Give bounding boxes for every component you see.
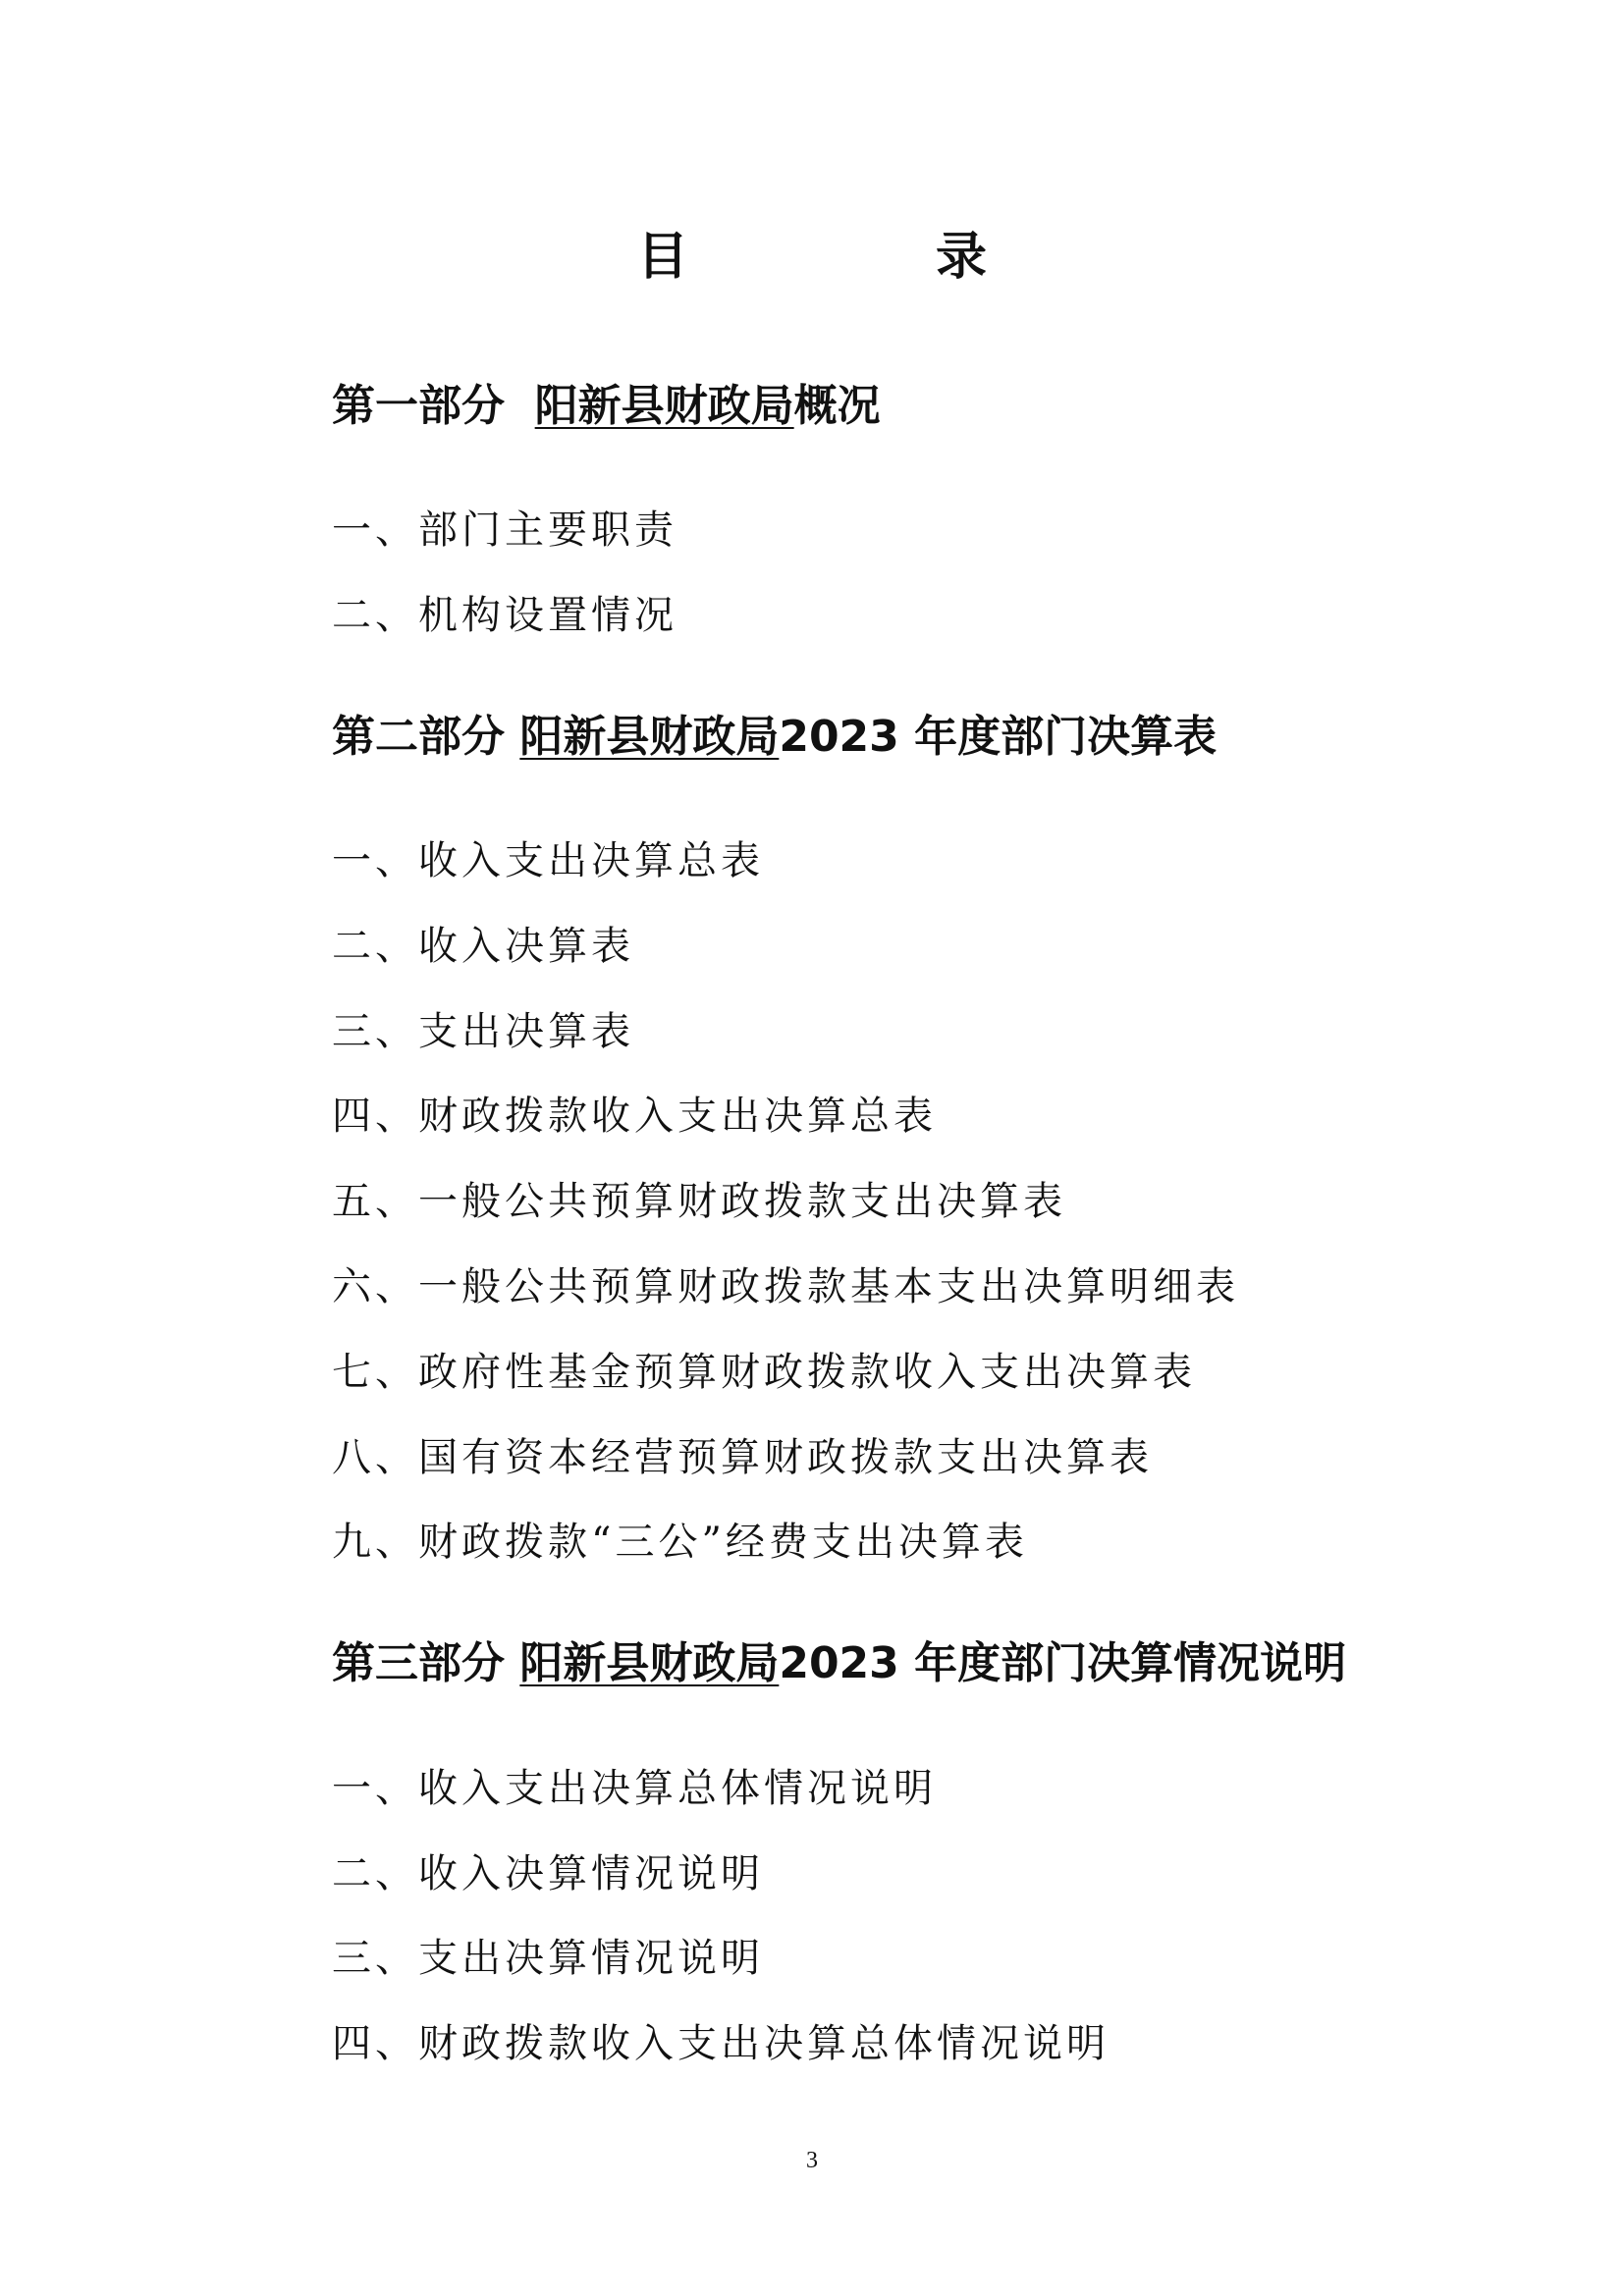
toc-item: 三、支出决算表 xyxy=(332,1009,634,1054)
organization-name: 阳新县财政局 xyxy=(519,1638,780,1688)
toc-item: 七、政府性基金预算财政拨款收入支出决算表 xyxy=(332,1350,1196,1395)
toc-item: 八、国有资本经营预算财政拨款支出决算表 xyxy=(332,1435,1153,1480)
section-suffix: 概况 xyxy=(793,381,881,431)
organization-name: 阳新县财政局 xyxy=(519,712,780,762)
toc-item: 一、部门主要职责 xyxy=(332,507,677,553)
toc-item: 六、一般公共预算财政拨款基本支出决算明细表 xyxy=(332,1264,1239,1309)
section-suffix: 2023 年度部门决算表 xyxy=(779,712,1218,762)
section-heading-part-3 xyxy=(332,1636,1346,1691)
toc-item: 三、支出决算情况说明 xyxy=(332,1936,764,1981)
toc-item: 二、收入决算表 xyxy=(332,924,634,969)
section-prefix: 第三部分 xyxy=(332,1638,505,1688)
toc-item: 四、财政拨款收入支出决算总体情况说明 xyxy=(332,2021,1110,2066)
section-heading-part-1 xyxy=(332,379,881,434)
toc-item: 九、财政拨款“三公”经费支出决算表 xyxy=(332,1520,1028,1565)
section-prefix: 第二部分 xyxy=(332,712,505,762)
section-suffix: 2023 年度部门决算情况说明 xyxy=(779,1638,1347,1688)
toc-item: 五、一般公共预算财政拨款支出决算表 xyxy=(332,1179,1066,1224)
section-heading-part-2 xyxy=(332,710,1217,765)
page-number: 3 xyxy=(806,2148,818,2173)
section-prefix: 第一部分 xyxy=(332,381,505,431)
toc-item: 一、收入支出决算总体情况说明 xyxy=(332,1766,937,1811)
toc-item: 二、收入决算情况说明 xyxy=(332,1851,764,1896)
toc-item: 四、财政拨款收入支出决算总表 xyxy=(332,1094,937,1139)
organization-name: 阳新县财政局 xyxy=(534,381,794,431)
toc-item: 一、收入支出决算总表 xyxy=(332,838,764,883)
toc-item: 二、机构设置情况 xyxy=(332,593,677,638)
page-title: 目 录 xyxy=(636,227,1085,287)
